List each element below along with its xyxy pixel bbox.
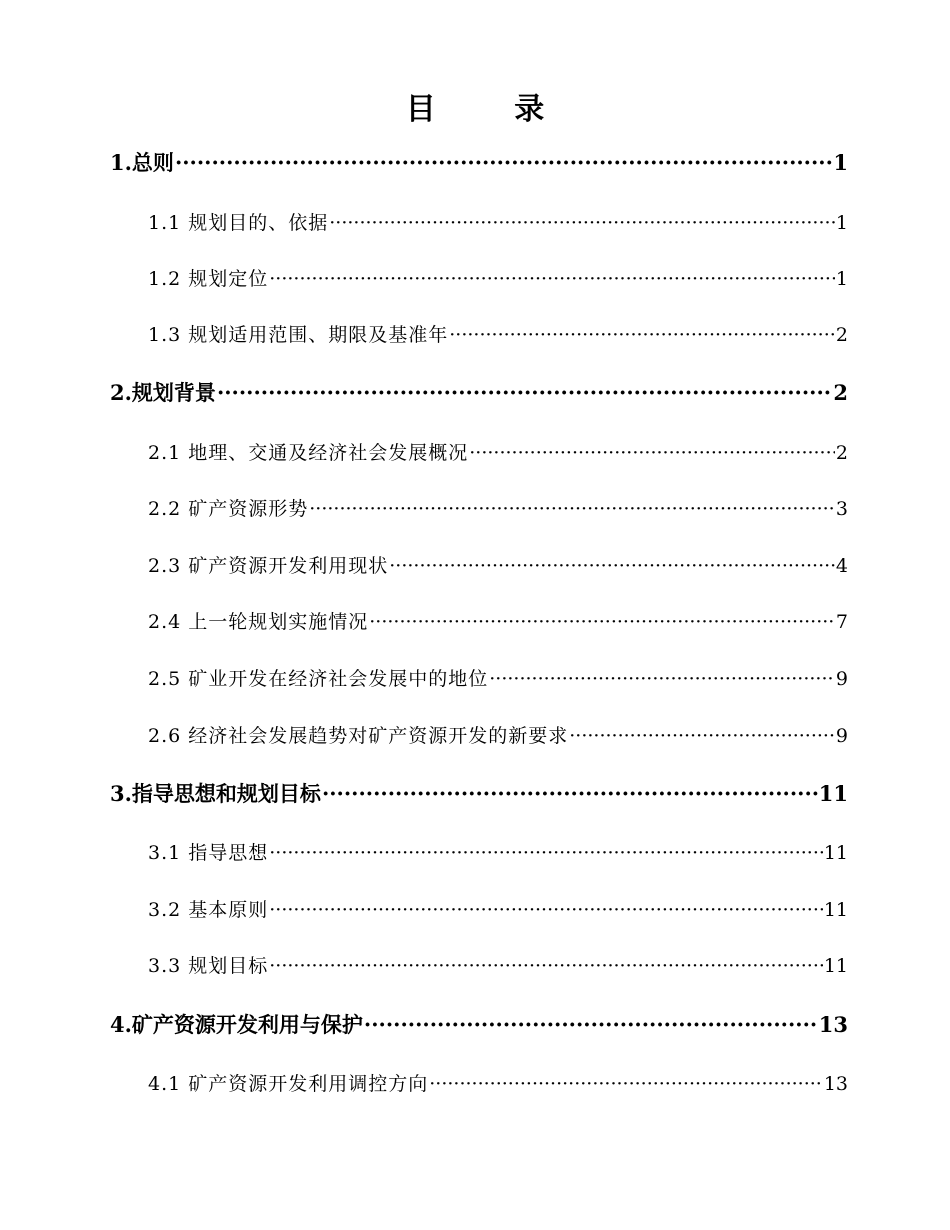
toc-page-number: 11 (823, 842, 848, 864)
toc-page-number: 9 (835, 725, 848, 747)
toc-dot-leader (429, 1070, 823, 1098)
toc-dot-leader (217, 378, 832, 408)
toc-section-entry[interactable] (148, 209, 848, 237)
toc-dot-leader (489, 665, 835, 693)
toc-dot-leader (449, 321, 835, 349)
toc-page-number: 1 (833, 150, 848, 175)
toc-entry-text: 2.2 矿产资源形势 (148, 498, 309, 520)
toc-entry-text: 2.1 地理、交通及经济社会发展概况 (148, 442, 469, 464)
toc-entry-text: 3.3 规划目标 (148, 955, 269, 977)
toc-entry-text: 3.指导思想和规划目标 (110, 781, 321, 806)
toc-dot-leader (309, 495, 835, 523)
toc-dot-leader (269, 839, 823, 867)
toc-dot-leader (389, 552, 835, 580)
toc-dot-leader (175, 148, 832, 178)
toc-entry-text: 3.2 基本原则 (148, 899, 269, 921)
toc-section-entry[interactable] (148, 665, 848, 693)
toc-section-entry[interactable] (148, 495, 848, 523)
toc-page-number: 1 (835, 268, 848, 290)
toc-entry-text: 2.3 矿产资源开发利用现状 (148, 555, 389, 577)
toc-section-entry[interactable] (148, 552, 848, 580)
toc-section-entry[interactable] (148, 952, 848, 980)
toc-page-number: 11 (823, 899, 848, 921)
toc-dot-leader (364, 1010, 818, 1040)
toc-dot-leader (369, 608, 835, 636)
toc-section-entry[interactable] (148, 896, 848, 924)
toc-entry-text: 1.2 规划定位 (148, 268, 269, 290)
toc-entry-text: 3.1 指导思想 (148, 842, 269, 864)
toc-chapter-entry[interactable] (110, 779, 848, 809)
toc-page-number: 2 (835, 442, 848, 464)
toc-chapter-entry[interactable] (110, 148, 848, 178)
toc-entry-text: 1.3 规划适用范围、期限及基准年 (148, 324, 449, 346)
toc-chapter-entry[interactable] (110, 1010, 848, 1040)
toc-page-number: 11 (823, 955, 848, 977)
toc-page-number: 4 (835, 555, 848, 577)
toc-section-entry[interactable] (148, 321, 848, 349)
toc-entry-text: 1.总则 (110, 150, 174, 175)
toc-dot-leader (322, 779, 818, 809)
toc-page-number: 7 (835, 611, 848, 633)
toc-section-entry[interactable] (148, 608, 848, 636)
toc-dot-leader (569, 722, 835, 750)
toc-dot-leader (269, 952, 823, 980)
toc-section-entry[interactable] (148, 265, 848, 293)
toc-title: 目 录 (405, 92, 579, 127)
toc-section-entry[interactable] (148, 839, 848, 867)
toc-page-number: 9 (835, 668, 848, 690)
toc-page-number: 13 (823, 1073, 848, 1095)
toc-section-entry[interactable] (148, 1070, 848, 1098)
toc-entry-text: 2.4 上一轮规划实施情况 (148, 611, 369, 633)
toc-page-number: 11 (818, 781, 848, 806)
toc-page-number: 1 (835, 212, 848, 234)
toc-chapter-entry[interactable] (110, 378, 848, 408)
toc-entry-text: 1.1 规划目的、依据 (148, 212, 329, 234)
toc-dot-leader (469, 439, 835, 467)
toc-entry-text: 2.6 经济社会发展趋势对矿产资源开发的新要求 (148, 725, 569, 747)
toc-page-number: 2 (835, 324, 848, 346)
toc-page-number: 2 (833, 380, 848, 405)
toc-dot-leader (269, 896, 823, 924)
toc-entry-text: 2.规划背景 (110, 380, 216, 405)
toc-section-entry[interactable] (148, 722, 848, 750)
toc-dot-leader (329, 209, 835, 237)
toc-entry-text: 4.矿产资源开发利用与保护 (110, 1012, 363, 1037)
toc-section-entry[interactable] (148, 439, 848, 467)
toc-page-number: 3 (835, 498, 848, 520)
toc-entry-text: 2.5 矿业开发在经济社会发展中的地位 (148, 668, 489, 690)
toc-dot-leader (269, 265, 835, 293)
toc-page-number: 13 (818, 1012, 848, 1037)
toc-entry-text: 4.1 矿产资源开发利用调控方向 (148, 1073, 429, 1095)
